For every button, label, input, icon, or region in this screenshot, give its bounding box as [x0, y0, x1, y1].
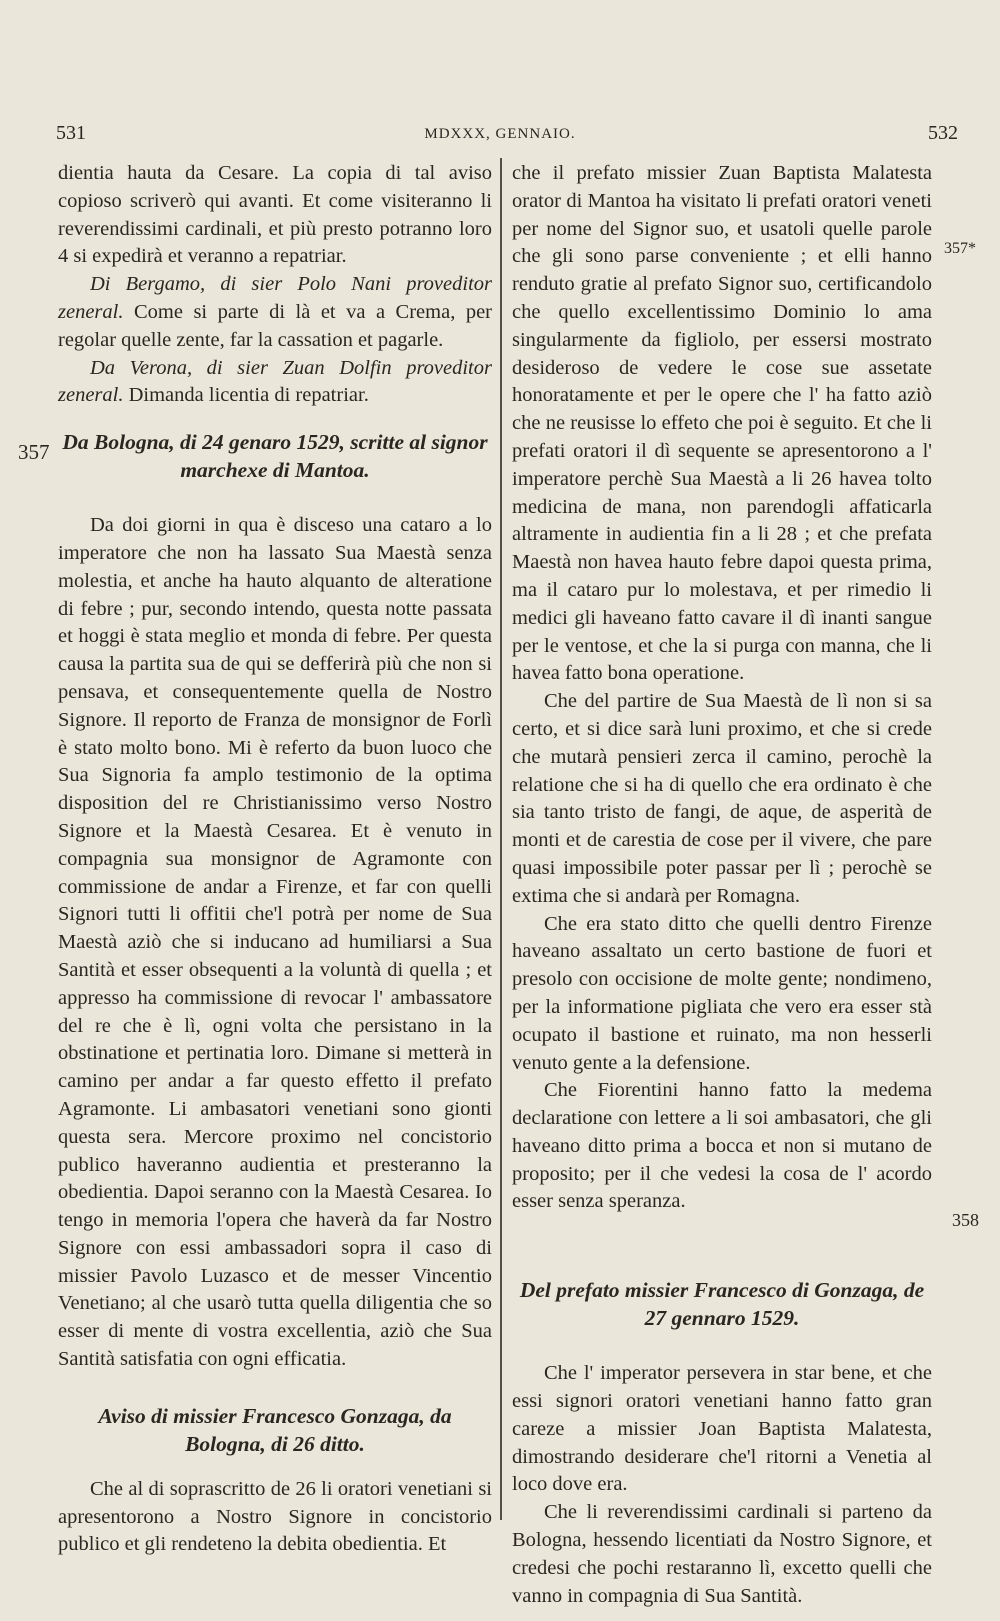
section-heading: Aviso di missier Francesco Gonzaga, da Bologna, di 26 ditto. [98, 1403, 452, 1456]
margin-note-357: 357 [18, 440, 50, 464]
paragraph: Che al di soprascritto de 26 li oratori venetiani si apresentorono a Nostro Signore in concistorio publico et gli rendeteno la debita obedientia. Et [58, 1477, 492, 1556]
column-divider [500, 158, 502, 1520]
paragraph: Da doi giorni in qua è disceso una cataro a lo imperatore che non ha lassato Sua Maestà senza molestia, et anche ha hauto alquanto de alteratione di febre ; pur, secondo intendo, questa notte passata et hoggi è stata meglio et monda di febre. Per questa causa la partita sua de qui se defferirà più che non si pensava, et consequentemente quella de Nostro Signore. Il reporto de Franza de monsignor de Forlì è stato molto bono. Mi è referto da buon luoco che Sua Signoria fa amplo testimonio de la optima disposition del re Christianissimo verso Nostro Signore et la Maestà Cesarea. Et è venuto in compagnia sua monsignor de Agramonte con commissione de andar a Firenze, et far con quelli Signori tutti li offitii che'l potrà per nome de Sua Maestà aziò che si inducano ad humiliarsi a Sua Santità et esser obsequenti a la voluntà di quella ; et appresso ha commissione di revocar l' ambassatore del re che è lì, ogni volta che persistano in la obstinatione et pertinatia loro. Dimane si metterà in camino per andar a far questo effetto il prefato Agramonte. Li ambasatori venetiani sono gionti questa sera. Mercore proximo nel concistorio publico haveranno audientia et presteranno la obedientia. Dapoi seranno con la Maestà Cesarea. Io tengo in memoria l'opera che haverà da far Nostro Signore con essi ambassadori sopra il caso di missier Pavolo Luzasco et de messer Vincentio Venetiano; al che usarò tutta quella diligentia che so esser di mente di vostra excellentia, aziò che Sua Santità satisfatia con ogni efficatia. [58, 514, 492, 1371]
left-column [58, 160, 492, 1559]
right-column [512, 160, 932, 1610]
paragraph: Che li reverendissimi cardinali si parteno da Bologna, hessendo licentiati da Nostro Signore, et credesi che pochi restaranno lì, excetto quelli che vanno in compagnia di Sua Santità. [512, 1501, 932, 1607]
paragraph: Che Fiorentini hanno fatto la medema declaratione con lettere a li soi ambasatori, che gli haveano ditto prima a bocca et non si mutano de proposito; per il che vedesi la cosa de l' acordo esser senza speranza. [512, 1079, 932, 1213]
paragraph [58, 271, 492, 354]
dispatch-text: Come si parte di là et va a Crema, per regolar quelle zente, far la cassation et pagarle. [58, 300, 492, 351]
section-heading: Da Bologna, di 24 genaro 1529, scritte al signor marchexe di Mantoa. [62, 430, 488, 483]
paragraph: Che del partire de Sua Maestà de lì non si sa certo, et si dice sarà luni proximo, et che si crede che mutarà pensieri zerca il camino, perochè la relatione che si ha di quello che era ordinato è che sia tanto tristo de fangi, de aque, de asperità de monti et de carestia de cose per il vivere, che pare quasi impossibile poter passar per lì ; perochè se extima che si andarà per Romagna. [512, 690, 932, 907]
paragraph: che il prefato missier Zuan Baptista Malatesta orator di Mantoa ha visitato li prefati oratori veneti per nome del Signor suo, et usatoli quelle parole che gli sono parse conveniente ; et elli hanno renduto gratie al prefato Signor suo, certificandolo che quello excellentissimo Dominio lo ama singularmente da figliolo, per essersi mostrato desideroso de vedere le cose sue assetate honoratamente et per le opere che l' ha fatto aziò che ne reusisse lo effeto che poi è seguito. Et che li prefati oratori il dì sequente se apresentorono a l' imperatore perchè Sua Maestà a li 26 havea tolto medicina de mana, non parendogli affaticarla altramente in audientia fin a li 28 ; et che prefata Maestà non havea hauto febre dapoi questa prima, ma il cataro pur lo molestava, et per rimedio li medici gli haveano fatto cavare il dì inanti sangue per le ventose, et che la si purga con manna, che li havea fatto bona operatione. [512, 162, 932, 685]
paragraph: Che l' imperator persevera in star bene, et che essi signori oratori venetiani hanno fatto gran careze a missier Joan Baptista Malatesta, dimostrando desiderare che'l ritorni a Venetia al loco dove era. [512, 1362, 932, 1496]
dispatch-source: Da Verona, di sier Zuan Dolfin proveditor zeneral. [58, 356, 492, 407]
dispatch-text: Dimanda licentia di repatriar. [123, 384, 369, 407]
paragraph [58, 355, 492, 411]
paragraph: dientia hauta da Cesare. La copia di tal aviso copioso scriverò qui avanti. Et come visiteranno li reverendissimi cardinali, et più presto potranno loro 4 si expedirà et veranno a repatriar. [58, 162, 492, 268]
left-page-number: 531 [56, 122, 86, 144]
section-heading: Del prefato missier Francesco di Gonzaga, de 27 gennaro 1529. [519, 1278, 925, 1331]
margin-note-357-star: 357* [944, 240, 976, 257]
margin-note-358: 358 [952, 1210, 979, 1230]
paragraph: Che era stato ditto che quelli dentro Firenze haveano assaltato un certo bastione de fuori et presolo con occisione de molte gente; nondimeno, per la informatione pigliata che vero era esser stà ocupato il bastione et ruinato, ma non hesserli venuto gente a la defensione. [512, 912, 932, 1074]
right-page-number: 532 [928, 122, 958, 144]
dispatch-source: Di Bergamo, di sier Polo Nani proveditor zeneral. [58, 273, 492, 323]
running-title: MDXXX, GENNAIO. [424, 126, 576, 142]
